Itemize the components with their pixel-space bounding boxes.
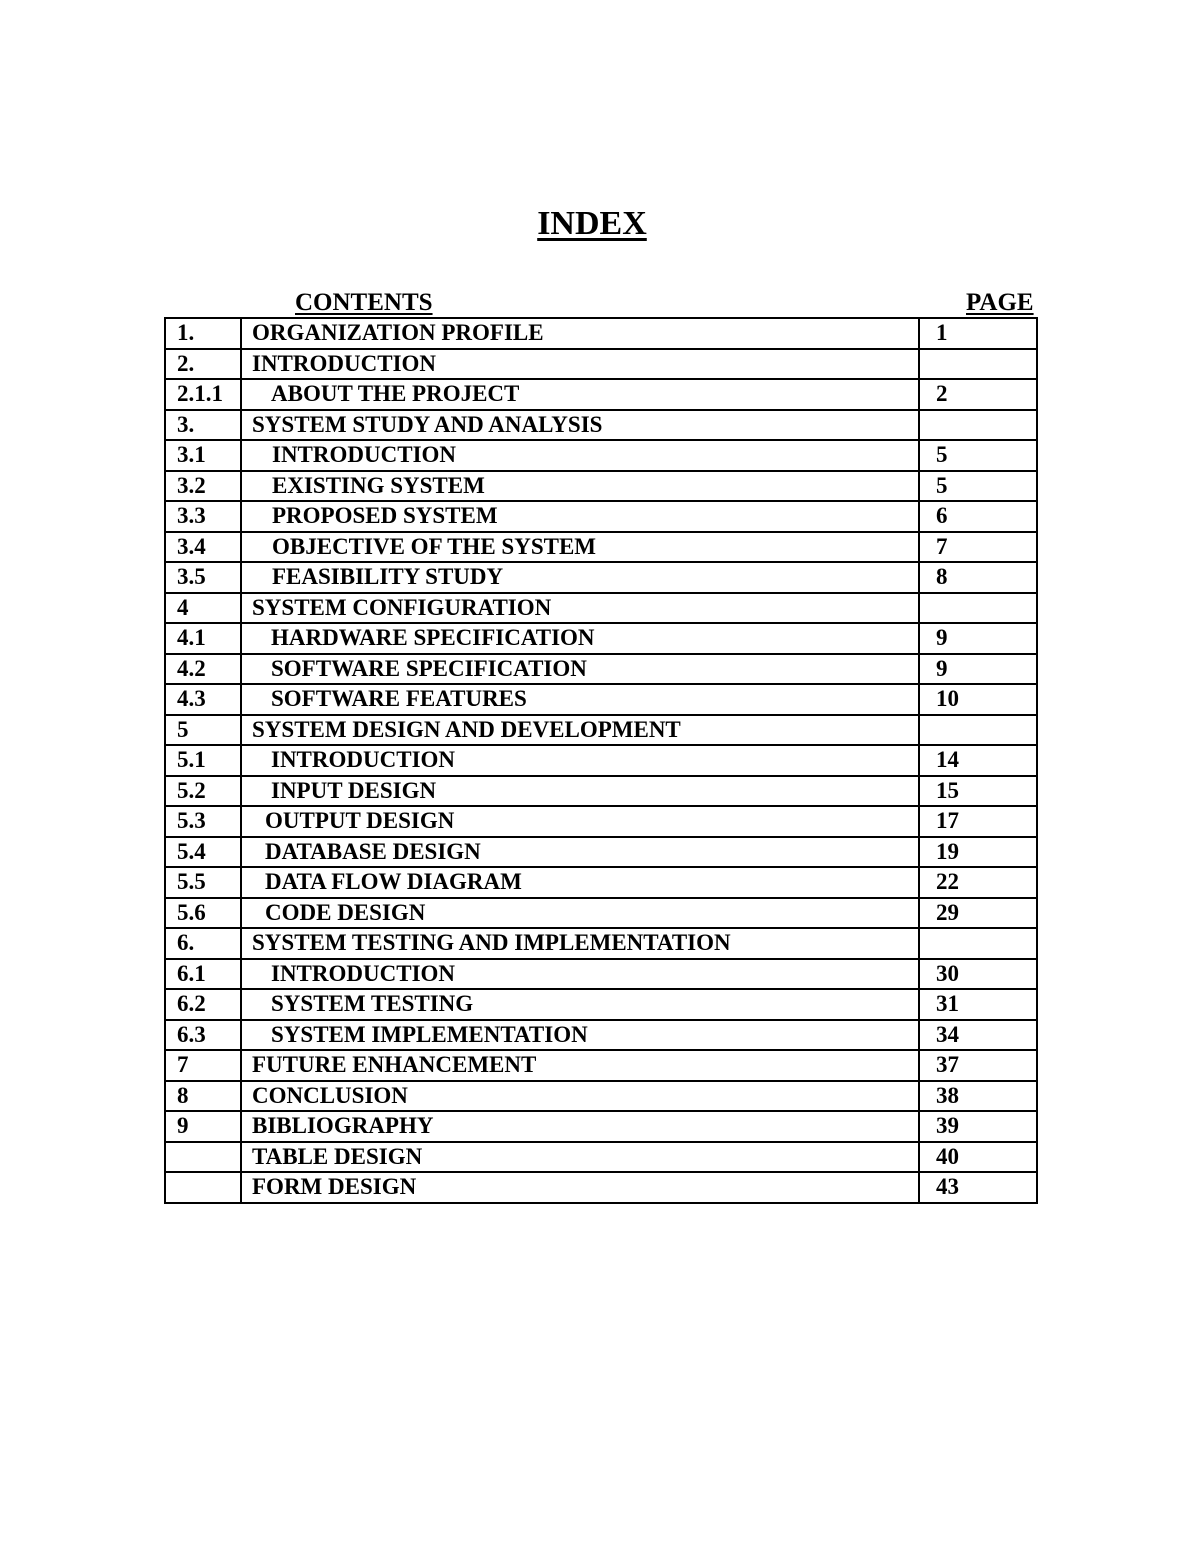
page-number: 29 bbox=[919, 898, 1037, 929]
page-number: 10 bbox=[919, 684, 1037, 715]
section-title: ABOUT THE PROJECT bbox=[241, 379, 919, 410]
section-number: 5.1 bbox=[165, 745, 241, 776]
page-number: 34 bbox=[919, 1020, 1037, 1051]
page-number: 9 bbox=[919, 654, 1037, 685]
section-number: 3. bbox=[165, 410, 241, 441]
page-number bbox=[919, 410, 1037, 441]
page-number: 9 bbox=[919, 623, 1037, 654]
section-number: 6. bbox=[165, 928, 241, 959]
table-row bbox=[165, 1111, 1037, 1142]
section-title: SOFTWARE SPECIFICATION bbox=[241, 654, 919, 685]
section-title: OBJECTIVE OF THE SYSTEM bbox=[241, 532, 919, 563]
table-row bbox=[165, 745, 1037, 776]
page-number: 30 bbox=[919, 959, 1037, 990]
page-number bbox=[919, 715, 1037, 746]
page-number: 19 bbox=[919, 837, 1037, 868]
section-title: CONCLUSION bbox=[241, 1081, 919, 1112]
page-number: 17 bbox=[919, 806, 1037, 837]
section-title: INTRODUCTION bbox=[241, 959, 919, 990]
table-row bbox=[165, 532, 1037, 563]
table-row bbox=[165, 562, 1037, 593]
section-number: 3.5 bbox=[165, 562, 241, 593]
section-title: INTRODUCTION bbox=[241, 745, 919, 776]
page-column-header: PAGE bbox=[966, 289, 1034, 316]
page-number: 43 bbox=[919, 1172, 1037, 1203]
table-row bbox=[165, 593, 1037, 624]
section-title: PROPOSED SYSTEM bbox=[241, 501, 919, 532]
section-number: 5.2 bbox=[165, 776, 241, 807]
table-row bbox=[165, 349, 1037, 380]
section-number bbox=[165, 1142, 241, 1173]
table-row bbox=[165, 684, 1037, 715]
section-title: SYSTEM STUDY AND ANALYSIS bbox=[241, 410, 919, 441]
page-number: 1 bbox=[919, 318, 1037, 349]
section-number: 5.6 bbox=[165, 898, 241, 929]
section-title: DATABASE DESIGN bbox=[241, 837, 919, 868]
section-number: 3.3 bbox=[165, 501, 241, 532]
table-row bbox=[165, 501, 1037, 532]
page-number: 5 bbox=[919, 471, 1037, 502]
table-row bbox=[165, 1081, 1037, 1112]
section-title: FORM DESIGN bbox=[241, 1172, 919, 1203]
section-title: DATA FLOW DIAGRAM bbox=[241, 867, 919, 898]
section-number: 9 bbox=[165, 1111, 241, 1142]
table-row bbox=[165, 471, 1037, 502]
section-number: 4.2 bbox=[165, 654, 241, 685]
section-title: FUTURE ENHANCEMENT bbox=[241, 1050, 919, 1081]
section-title: SYSTEM DESIGN AND DEVELOPMENT bbox=[241, 715, 919, 746]
table-row bbox=[165, 989, 1037, 1020]
table-row bbox=[165, 1172, 1037, 1203]
section-number: 5 bbox=[165, 715, 241, 746]
table-row bbox=[165, 318, 1037, 349]
page-number: 38 bbox=[919, 1081, 1037, 1112]
section-number: 5.4 bbox=[165, 837, 241, 868]
table-row bbox=[165, 806, 1037, 837]
section-title: SYSTEM TESTING bbox=[241, 989, 919, 1020]
section-title: SOFTWARE FEATURES bbox=[241, 684, 919, 715]
section-number: 5.3 bbox=[165, 806, 241, 837]
page-number: 6 bbox=[919, 501, 1037, 532]
section-title: BIBLIOGRAPHY bbox=[241, 1111, 919, 1142]
page-number: 7 bbox=[919, 532, 1037, 563]
section-number: 4.1 bbox=[165, 623, 241, 654]
section-title: SYSTEM TESTING AND IMPLEMENTATION bbox=[241, 928, 919, 959]
section-number: 6.3 bbox=[165, 1020, 241, 1051]
section-number: 3.2 bbox=[165, 471, 241, 502]
page-number: 22 bbox=[919, 867, 1037, 898]
page-number: 39 bbox=[919, 1111, 1037, 1142]
table-row bbox=[165, 1020, 1037, 1051]
table-row bbox=[165, 837, 1037, 868]
section-number: 2.1.1 bbox=[165, 379, 241, 410]
table-row bbox=[165, 410, 1037, 441]
section-title: OUTPUT DESIGN bbox=[241, 806, 919, 837]
page-number: 5 bbox=[919, 440, 1037, 471]
page-title: INDEX bbox=[537, 205, 647, 242]
section-title: FEASIBILITY STUDY bbox=[241, 562, 919, 593]
table-row bbox=[165, 715, 1037, 746]
section-title: SYSTEM IMPLEMENTATION bbox=[241, 1020, 919, 1051]
table-row bbox=[165, 654, 1037, 685]
section-number: 3.4 bbox=[165, 532, 241, 563]
table-row bbox=[165, 928, 1037, 959]
section-title: INTRODUCTION bbox=[241, 440, 919, 471]
table-row bbox=[165, 898, 1037, 929]
table-row bbox=[165, 959, 1037, 990]
section-title: CODE DESIGN bbox=[241, 898, 919, 929]
page-number: 37 bbox=[919, 1050, 1037, 1081]
section-number: 4 bbox=[165, 593, 241, 624]
section-title: INTRODUCTION bbox=[241, 349, 919, 380]
section-title: ORGANIZATION PROFILE bbox=[241, 318, 919, 349]
table-row bbox=[165, 440, 1037, 471]
section-number: 4.3 bbox=[165, 684, 241, 715]
table-row bbox=[165, 1050, 1037, 1081]
table-row bbox=[165, 379, 1037, 410]
page-number: 14 bbox=[919, 745, 1037, 776]
section-number bbox=[165, 1172, 241, 1203]
section-title: EXISTING SYSTEM bbox=[241, 471, 919, 502]
page-number bbox=[919, 593, 1037, 624]
section-number: 2. bbox=[165, 349, 241, 380]
table-row bbox=[165, 623, 1037, 654]
section-title: HARDWARE SPECIFICATION bbox=[241, 623, 919, 654]
section-number: 8 bbox=[165, 1081, 241, 1112]
table-of-contents bbox=[164, 317, 1038, 1204]
table-row bbox=[165, 867, 1037, 898]
table-row bbox=[165, 1142, 1037, 1173]
page-number: 2 bbox=[919, 379, 1037, 410]
table-row bbox=[165, 776, 1037, 807]
table-of-contents-body bbox=[165, 318, 1037, 1203]
page-number: 40 bbox=[919, 1142, 1037, 1173]
section-number: 1. bbox=[165, 318, 241, 349]
page-number: 8 bbox=[919, 562, 1037, 593]
page-number: 15 bbox=[919, 776, 1037, 807]
section-number: 7 bbox=[165, 1050, 241, 1081]
contents-column-header: CONTENTS bbox=[295, 289, 433, 316]
section-title: SYSTEM CONFIGURATION bbox=[241, 593, 919, 624]
page-number bbox=[919, 349, 1037, 380]
section-number: 3.1 bbox=[165, 440, 241, 471]
section-number: 5.5 bbox=[165, 867, 241, 898]
section-number: 6.1 bbox=[165, 959, 241, 990]
section-title: INPUT DESIGN bbox=[241, 776, 919, 807]
page-number: 31 bbox=[919, 989, 1037, 1020]
page-number bbox=[919, 928, 1037, 959]
section-number: 6.2 bbox=[165, 989, 241, 1020]
section-title: TABLE DESIGN bbox=[241, 1142, 919, 1173]
